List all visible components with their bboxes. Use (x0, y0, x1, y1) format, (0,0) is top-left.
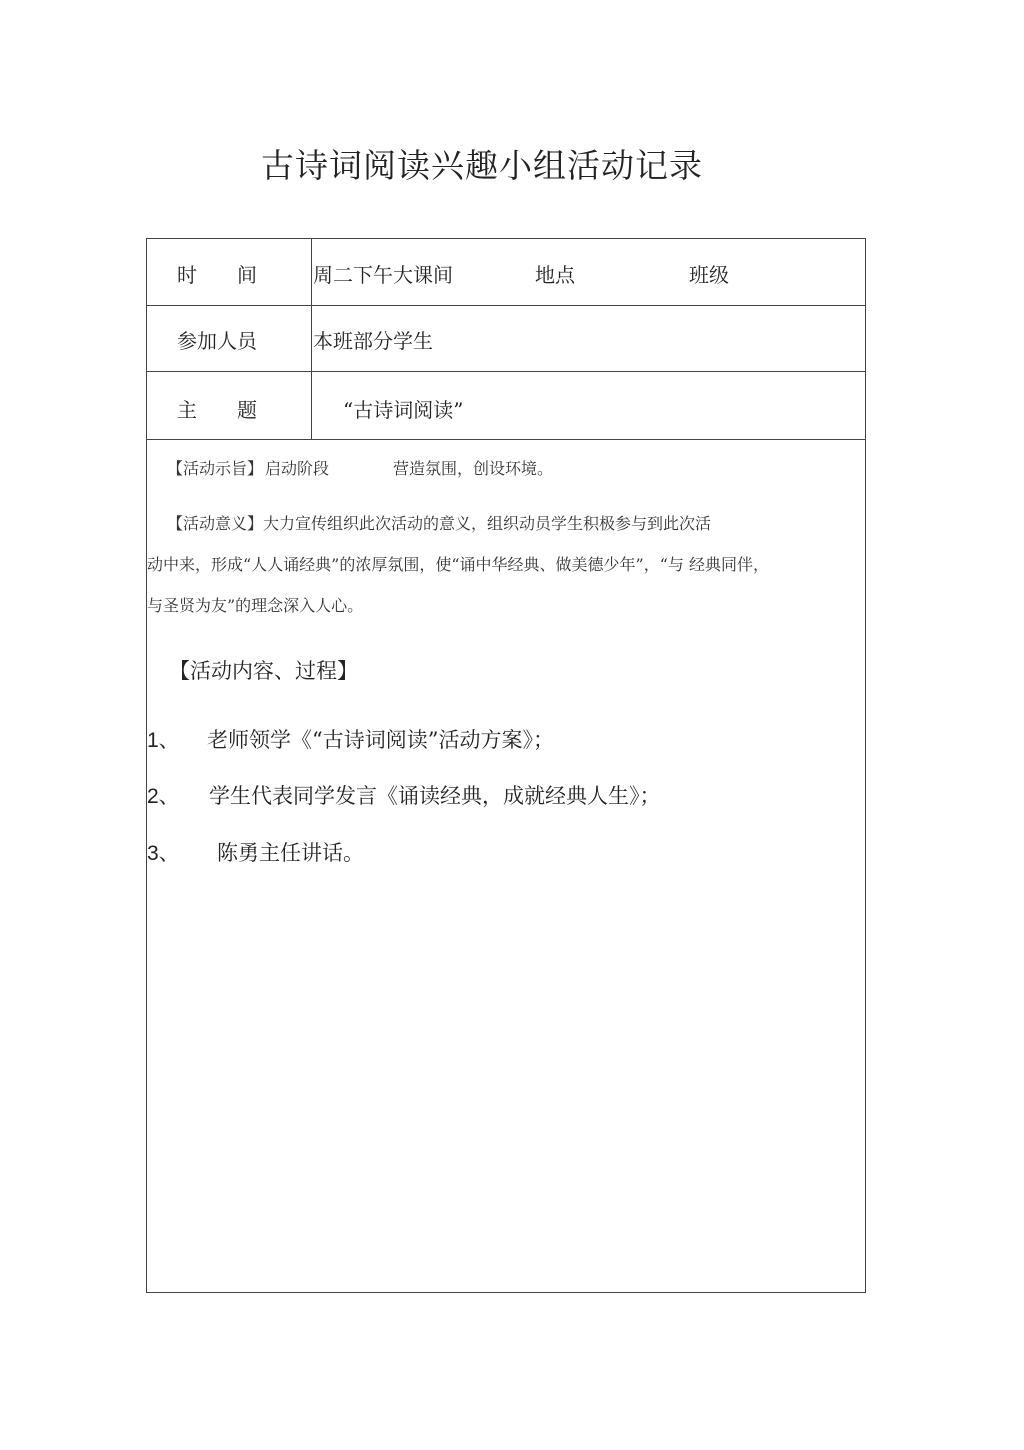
purpose-text: 营造氛围，创设环境。 (393, 459, 554, 478)
time-value: 周二下午大课间 (313, 263, 453, 287)
class-label: 班级 (689, 263, 729, 287)
meaning-line-1: 【活动意义】大力宣传组织此次活动的意义，组织动员学生积极参与到此次活 (167, 514, 712, 533)
participants-label: 参加人员 (177, 329, 257, 353)
purpose-stage: 启动阶段 (265, 459, 330, 478)
topic-value: “古诗词阅读” (343, 398, 464, 422)
participants-value: 本班部分学生 (313, 329, 433, 353)
page-title: 古诗词阅读兴趣小组活动记录 (261, 146, 703, 185)
item-2-number: 2、 (147, 785, 180, 808)
participants-row (147, 305, 865, 372)
item-1-number: 1、 (147, 729, 180, 752)
time-label: 时 间 (177, 263, 257, 287)
item-2-text: 学生代表同学发言《诵读经典，成就经典人生》； (209, 784, 661, 808)
item-3-text: 陈勇主任讲话。 (217, 841, 364, 865)
topic-label: 主 题 (177, 398, 257, 422)
purpose-tag: 【活动示旨】 (167, 459, 264, 478)
time-row (147, 239, 865, 306)
item-1-text: 老师领学《“古诗词阅读”活动方案》； (207, 728, 554, 752)
meaning-line-3: 与圣贤为友”的理念深入人心。 (147, 596, 364, 615)
item-3-number: 3、 (147, 842, 180, 865)
topic-row (147, 371, 865, 440)
record-table (146, 238, 866, 1293)
meaning-line-2: 动中来，形成“人人诵经典”的浓厚氛围，使“诵中华经典、做美德少年”，“与 经典同伴， (147, 555, 769, 574)
process-heading: 【活动内容、过程】 (169, 659, 358, 683)
place-label: 地点 (535, 263, 575, 287)
